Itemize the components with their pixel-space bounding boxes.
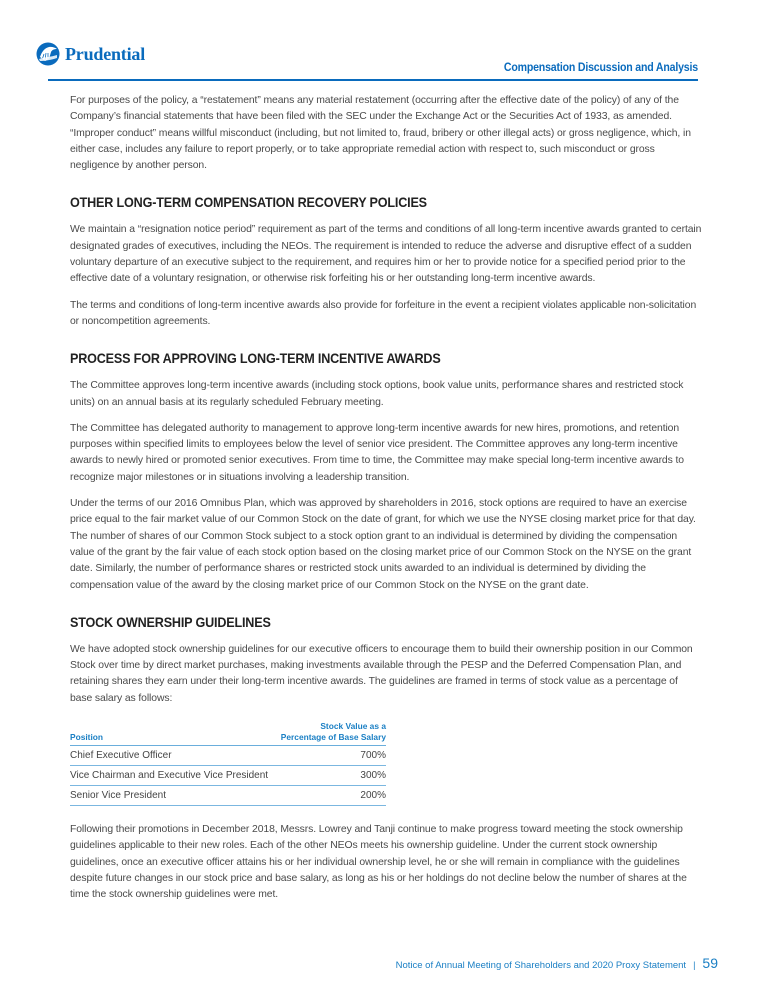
footer-document-title: Notice of Annual Meeting of Shareholders and 2020 Proxy Statement — [395, 960, 687, 971]
percentage-cell: 700% — [276, 746, 386, 766]
percentage-cell: 300% — [276, 766, 386, 786]
section-heading-recovery-policies: OTHER LONG-TERM COMPENSATION RECOVERY POLICIES — [70, 194, 427, 211]
column-header-percentage-line2: Percentage of Base Salary — [280, 731, 386, 742]
paragraph: Following their promotions in December 2018, Messrs. Lowrey and Tanji continue to make progress toward meeting the stock ownership guidelines applicable to their new roles. Each of the other NEOs meets his ownership guideline. Under the current stock ownership guidelines, once an executive officer attains his or her individual ownership level, he or she will remain in compliance with the guidelines despite future changes in our stock price and base salary, as long as his or her holdings do not decline below the number of shares at the time the stock ownership guidelines were met. — [70, 824, 687, 901]
column-header-percentage — [276, 721, 386, 746]
column-header-percentage-line1: Stock Value as a — [320, 721, 386, 732]
position-cell: Senior Vice President — [70, 786, 276, 806]
page-content — [70, 93, 702, 914]
section-heading-ownership-guidelines: STOCK OWNERSHIP GUIDELINES — [70, 613, 271, 630]
prudential-logo — [36, 42, 145, 66]
header-divider — [48, 79, 698, 81]
paragraph: We maintain a “resignation notice period” requirement as part of the terms and conditions of all long-term incentive awards granted to certain designated grades of executives, including the NEOs. The requirement is intended to reduce the adverse and disruptive effect of a sudden voluntary departure of an executive subject to the requirement, and requires him or her to provide notice for a specified period prior to the effective date of a voluntary resignation, or otherwise risk forfeiting his or her outstanding long-term incentive awards. — [70, 224, 702, 285]
paragraph: The terms and conditions of long-term incentive awards also provide for forfeiture in the event a recipient violates applicable non-solicitation or noncompetition agreements. — [70, 299, 697, 327]
position-cell: Chief Executive Officer — [70, 746, 276, 766]
footer-separator: | — [693, 960, 696, 970]
paragraph: The Committee has delegated authority to management to approve long-term incentive awards for new hires, promotions, and retention purposes within specified limits to employees below the level of senior vice president. The Committee approves any long-term incentive awards to newly hired or promoted senior executives. From time to time, the Committee may make special long-term incentive awards to recognize major milestones or in situations involving a leadership transition. — [70, 422, 684, 483]
page-number: 59 — [702, 955, 718, 971]
table-row — [70, 786, 386, 806]
position-cell: Vice Chairman and Executive Vice President — [70, 766, 276, 786]
rock-of-gibraltar-icon — [36, 42, 60, 66]
paragraph: Under the terms of our 2016 Omnibus Plan, which was approved by shareholders in 2016, stock options are required to have an exercise price equal to the fair market value of our Common Stock on the date of grant, for which we use the NYSE closing market price for that day. The number of shares of our Common Stock subject to a stock option grant to an individual is determined by dividing the compensation value of the grant by the fair value of each stock option based on the closing market price of our Common Stock on the NYSE on the grant date. Similarly, the number of performance shares or restricted stock units awarded to an individual is determined by dividing the compensation value of the award by the closing market price of our Common Stock on the NYSE on the grant date. — [70, 498, 696, 591]
percentage-cell: 200% — [276, 786, 386, 806]
ownership-guidelines-table — [70, 721, 386, 806]
page-footer — [396, 955, 718, 971]
column-header-position: Position — [70, 721, 276, 746]
paragraph: We have adopted stock ownership guidelines for our executive officers to encourage them to build their ownership position in our Common Stock over time by direct market purchases, making investments available through the PESP and the Deferred Compensation Plan, and retaining shares they earn under their long-term incentive awards. The guidelines are framed in terms of stock value as a percentage of base salary as follows: — [70, 643, 693, 704]
section-title: Compensation Discussion and Analysis — [503, 62, 698, 74]
logo-wordmark: Prudential — [65, 43, 146, 64]
section-heading-approval-process: PROCESS FOR APPROVING LONG-TERM INCENTIVE AWARDS — [70, 350, 441, 367]
table-header-row — [70, 721, 386, 746]
table-row — [70, 746, 386, 766]
intro-paragraph: For purposes of the policy, a “restatement” means any material restatement (occurring after the effective date of the policy) of any of the Company’s financial statements that have been filed with the SEC under the Exchange Act or the Securities Act of 1933, as amended. “Improper conduct” means willful misconduct (including, but not limited to, fraud, bribery or other illegal acts) or gross negligence, which, in either case, includes any failure to report properly, or to take appropriate remedial action with respect to, such misconduct or gross negligence by another person. — [70, 95, 691, 172]
table-row — [70, 766, 386, 786]
paragraph: The Committee approves long-term incentive awards (including stock options, book value units, performance shares and restricted stock units) on an annual basis at its regularly scheduled February meeting. — [70, 380, 684, 408]
